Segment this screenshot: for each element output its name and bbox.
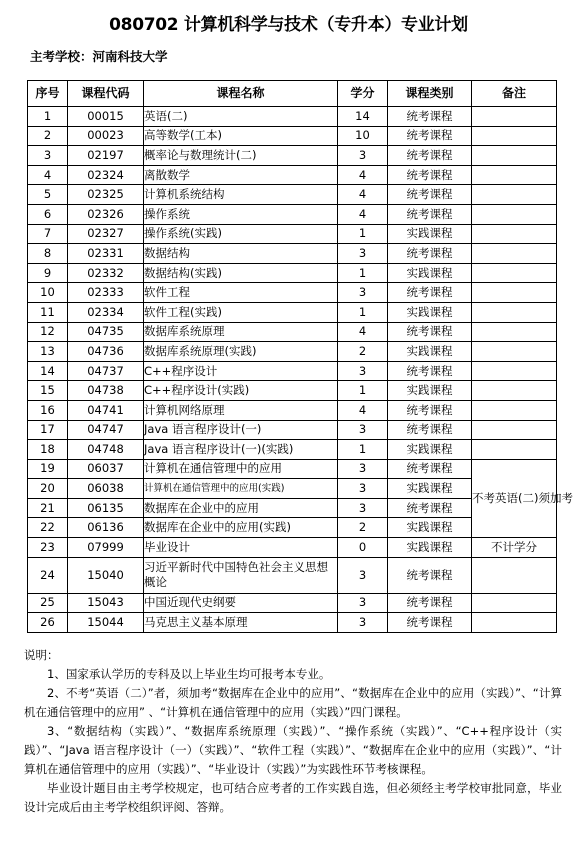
row-code: 02331 [68,244,144,264]
row-remark [472,361,557,381]
row-course-name: 计算机在通信管理中的应用(实践) [144,479,338,499]
course-table [27,80,573,633]
note-item: 毕业设计题目由主考学校规定，也可结合应考者的工作实践自选，但必须经主考学校审批同意，毕业设计完成后由主考学校组织评阅、答辩。 [24,781,562,814]
row-no: 18 [28,440,68,460]
row-course-name: 数据库系统原理(实践) [144,342,338,362]
row-code: 04736 [68,342,144,362]
table-row [28,165,557,185]
row-credit: 4 [338,400,388,420]
row-no: 22 [28,518,68,538]
row-remark [472,204,557,224]
row-no: 19 [28,459,68,479]
row-type: 实践课程 [388,381,472,401]
row-remark [472,557,557,593]
row-remark [472,107,557,127]
row-course-name: 习近平新时代中国特色社会主义思想概论 [144,557,338,593]
row-credit: 3 [338,459,388,479]
row-code: 02197 [68,146,144,166]
row-remark [472,420,557,440]
row-code: 02333 [68,283,144,303]
row-no: 21 [28,498,68,518]
row-no: 8 [28,244,68,264]
row-type: 统考课程 [388,204,472,224]
row-type: 统考课程 [388,400,472,420]
row-type: 统考课程 [388,322,472,342]
row-credit: 3 [338,557,388,593]
table-row [28,126,557,146]
row-course-name: 中国近现代史纲要 [144,593,338,613]
table-row [28,440,557,460]
row-remark [472,224,557,244]
row-credit: 1 [338,440,388,460]
row-course-name: 数据库在企业中的应用 [144,498,338,518]
row-no: 16 [28,400,68,420]
row-credit: 2 [338,342,388,362]
table-row [28,146,557,166]
table-row [28,342,557,362]
row-credit: 3 [338,613,388,633]
row-course-name: 操作系统 [144,204,338,224]
row-credit: 4 [338,165,388,185]
row-course-name: 高等数学(工本) [144,126,338,146]
row-type: 统考课程 [388,107,472,127]
row-course-name: Java 语言程序设计(一) [144,420,338,440]
row-course-name: 数据库在企业中的应用(实践) [144,518,338,538]
row-type: 统考课程 [388,244,472,264]
row-type: 实践课程 [388,302,472,322]
header-credit: 学分 [338,81,388,107]
row-credit: 14 [338,107,388,127]
row-type: 统考课程 [388,126,472,146]
table-row [28,263,557,283]
row-code: 07999 [68,538,144,558]
row-no: 14 [28,361,68,381]
row-course-name: 数据库系统原理 [144,322,338,342]
notes-heading: 说明： [24,648,59,662]
row-no: 1 [28,107,68,127]
note-item: 2、不考“英语（二）”者，须加考“数据库在企业中的应用”、“数据库在企业中的应用（实践）”、“计算机在通信管理中的应用” 、“计算机在通信管理中的应用（实践）”四门课程。 [24,686,562,719]
row-code: 04747 [68,420,144,440]
table-row [28,322,557,342]
row-credit: 3 [338,420,388,440]
row-course-name: 计算机网络原理 [144,400,338,420]
row-no: 10 [28,283,68,303]
table-row [28,593,557,613]
table-row [28,557,557,593]
row-remark [472,322,557,342]
row-no: 7 [28,224,68,244]
row-remark [472,146,557,166]
table-header-row [28,81,557,107]
row-no: 4 [28,165,68,185]
row-no: 12 [28,322,68,342]
row-credit: 3 [338,146,388,166]
row-remark [472,400,557,420]
row-type: 实践课程 [388,440,472,460]
row-no: 17 [28,420,68,440]
header-name: 课程名称 [144,81,338,107]
header-no: 序号 [28,81,68,107]
row-credit: 1 [338,224,388,244]
row-no: 20 [28,479,68,499]
row-course-name: 数据结构(实践) [144,263,338,283]
row-code: 15044 [68,613,144,633]
row-course-name: 软件工程(实践) [144,302,338,322]
table-row [28,459,557,479]
row-course-name: 计算机系统结构 [144,185,338,205]
row-credit: 1 [338,263,388,283]
row-code: 04741 [68,400,144,420]
row-code: 15043 [68,593,144,613]
row-remark [472,593,557,613]
header-type: 课程类别 [388,81,472,107]
row-code: 02325 [68,185,144,205]
row-type: 统考课程 [388,557,472,593]
row-no: 25 [28,593,68,613]
row-credit: 1 [338,381,388,401]
row-no: 23 [28,538,68,558]
table-row [28,185,557,205]
row-code: 02326 [68,204,144,224]
row-no: 2 [28,126,68,146]
row-course-name: 操作系统(实践) [144,224,338,244]
row-remark [472,165,557,185]
page-title: 080702 计算机科学与技术（专升本）专业计划 [109,15,468,35]
table-row [28,283,557,303]
row-course-name: 英语(二) [144,107,338,127]
row-code: 04737 [68,361,144,381]
row-course-name: 计算机在通信管理中的应用 [144,459,338,479]
row-code: 15040 [68,557,144,593]
table-row [28,107,557,127]
row-remark [472,185,557,205]
row-credit: 3 [338,244,388,264]
row-credit: 0 [338,538,388,558]
row-no: 24 [28,557,68,593]
row-remark [472,302,557,322]
row-credit: 3 [338,283,388,303]
row-course-name: 毕业设计 [144,538,338,558]
row-remark [472,263,557,283]
row-course-name: 马克思主义基本原理 [144,613,338,633]
row-type: 统考课程 [388,498,472,518]
row-remark [472,244,557,264]
table-row [28,538,557,558]
row-course-name: C++程序设计(实践) [144,381,338,401]
row-remark [472,283,557,303]
header-remark: 备注 [472,81,557,107]
header-code: 课程代码 [68,81,144,107]
row-course-name: 概率论与数理统计(二) [144,146,338,166]
row-type: 实践课程 [388,479,472,499]
row-type: 统考课程 [388,165,472,185]
row-code: 02334 [68,302,144,322]
row-type: 实践课程 [388,263,472,283]
table-row [28,613,557,633]
row-no: 3 [28,146,68,166]
table-row [28,420,557,440]
row-remark [472,613,557,633]
row-no: 5 [28,185,68,205]
row-course-name: 离散数学 [144,165,338,185]
row-code: 06136 [68,518,144,538]
row-code: 00015 [68,107,144,127]
row-credit: 2 [338,518,388,538]
row-no: 15 [28,381,68,401]
row-code: 00023 [68,126,144,146]
row-credit: 4 [338,322,388,342]
row-remark [472,440,557,460]
table-row [28,224,557,244]
row-type: 统考课程 [388,613,472,633]
row-credit: 3 [338,593,388,613]
row-credit: 3 [338,498,388,518]
table-body [28,107,573,633]
row-credit: 10 [338,126,388,146]
row-code: 02332 [68,263,144,283]
table-row [28,381,557,401]
row-remark [472,126,557,146]
row-type: 统考课程 [388,283,472,303]
row-code: 02327 [68,224,144,244]
row-type: 统考课程 [388,593,472,613]
row-code: 04748 [68,440,144,460]
row-credit: 3 [338,361,388,381]
row-credit: 4 [338,185,388,205]
row-code: 04738 [68,381,144,401]
note-item: 3、“数据结构（实践）”、“数据库系统原理（实践）”、“操作系统（实践）”、“C++程序设计（实践）”、“Java 语言程序设计（一）（实践）”、“软件工程（实践）”、“数据库在企业中的应用（实践）”、“计算机在通信管理中的应用（实践）”、“毕业设计（实践）”为实践性环节考核课程。 [24,724,562,776]
table-row [28,244,557,264]
notes-section [24,646,562,817]
school-label: 主考学校：河南科技大学 [30,49,168,64]
row-code: 06038 [68,479,144,499]
row-credit: 3 [338,479,388,499]
row-type: 统考课程 [388,420,472,440]
row-code: 06135 [68,498,144,518]
row-remark: 不考英语(二)须加考 [472,459,557,537]
row-type: 实践课程 [388,224,472,244]
row-no: 6 [28,204,68,224]
row-course-name: Java 语言程序设计(一)(实践) [144,440,338,460]
row-no: 13 [28,342,68,362]
row-type: 统考课程 [388,185,472,205]
row-credit: 1 [338,302,388,322]
note-item: 1、国家承认学历的专科及以上毕业生均可报考本专业。 [47,667,331,681]
row-type: 统考课程 [388,361,472,381]
row-course-name: 数据结构 [144,244,338,264]
table-row [28,400,557,420]
row-code: 04735 [68,322,144,342]
row-remark [472,381,557,401]
row-course-name: C++程序设计 [144,361,338,381]
row-type: 实践课程 [388,342,472,362]
row-course-name: 软件工程 [144,283,338,303]
row-type: 实践课程 [388,518,472,538]
row-type: 统考课程 [388,146,472,166]
table-row [28,361,557,381]
table-row [28,204,557,224]
row-no: 9 [28,263,68,283]
row-no: 26 [28,613,68,633]
row-credit: 4 [338,204,388,224]
row-no: 11 [28,302,68,322]
row-type: 统考课程 [388,459,472,479]
row-type: 实践课程 [388,538,472,558]
row-remark [472,342,557,362]
row-code: 02324 [68,165,144,185]
row-code: 06037 [68,459,144,479]
row-remark: 不计学分 [472,538,557,558]
table-row [28,302,557,322]
